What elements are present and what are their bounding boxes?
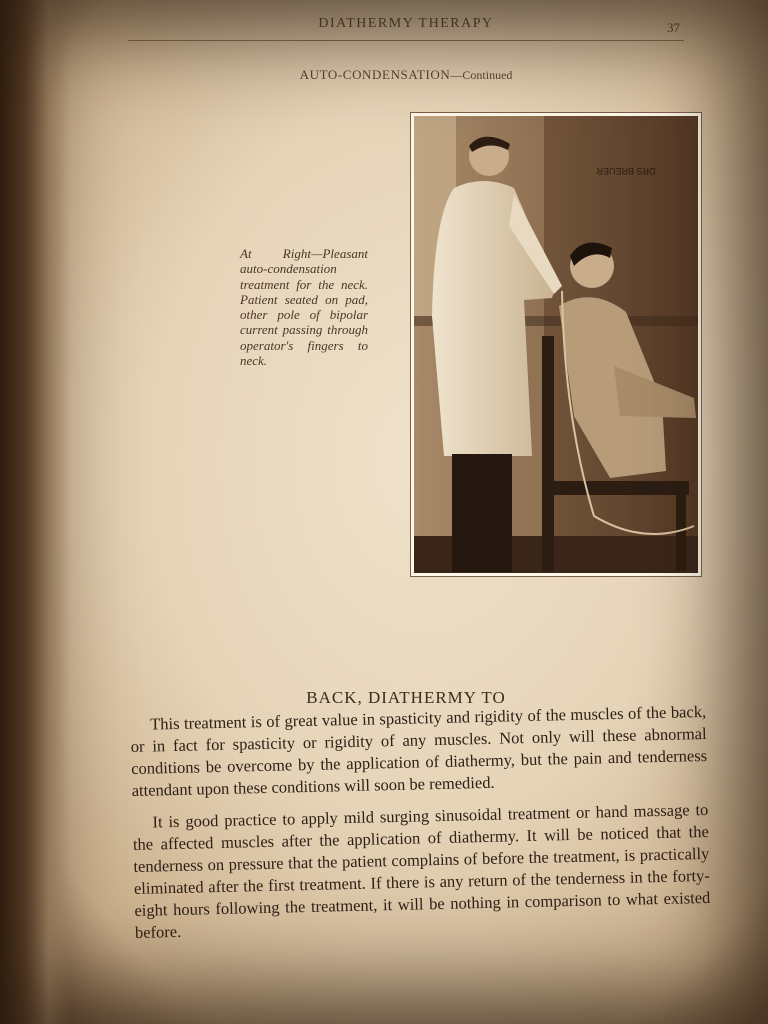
book-gutter xyxy=(0,0,70,1024)
page-number: 37 xyxy=(667,20,680,35)
article-heading: BACK, DIATHERMY TO xyxy=(306,688,506,707)
continued-title: AUTO-CONDENSATION xyxy=(299,67,451,82)
treatment-photograph xyxy=(410,112,702,577)
door-sign: DRS BREUER xyxy=(596,166,656,176)
running-header xyxy=(128,14,684,41)
body-paragraph: This treatment is of great value in spasticity and rigidity of the muscles of the back, or in fact for spasticity or rigidity of any muscles. Not only will these abnormal conditions be overcome by the application of diathermy, but the pain and tenderness attendant upon these conditions will soon be remedied. xyxy=(130,701,708,800)
chair xyxy=(542,336,554,571)
body-paragraph: It is good practice to apply mild surging sinusoidal treatment or hand massage to the affected muscles after the application of diathermy. It will be noticed that the tenderness on pressure that the patient complains of before the treatment, is practically eliminated after the first treatment. If there is any return of the tenderness in the forty-eight hours following the treatment, it will be nothing in comparison to what existed before. xyxy=(132,799,711,942)
continued-suffix: —Continued xyxy=(450,68,513,82)
article-body xyxy=(130,701,711,954)
operator-trousers xyxy=(452,454,512,572)
section-continued-title xyxy=(128,67,684,83)
running-title: DIATHERMY THERAPY xyxy=(318,16,494,31)
figure-caption: At Right—Pleasant auto-condensation treatment for the neck. Patient seated on pad, other pole of bipolar current passing through operator's fingers to neck. xyxy=(240,246,368,369)
photo-illustration xyxy=(414,116,698,573)
